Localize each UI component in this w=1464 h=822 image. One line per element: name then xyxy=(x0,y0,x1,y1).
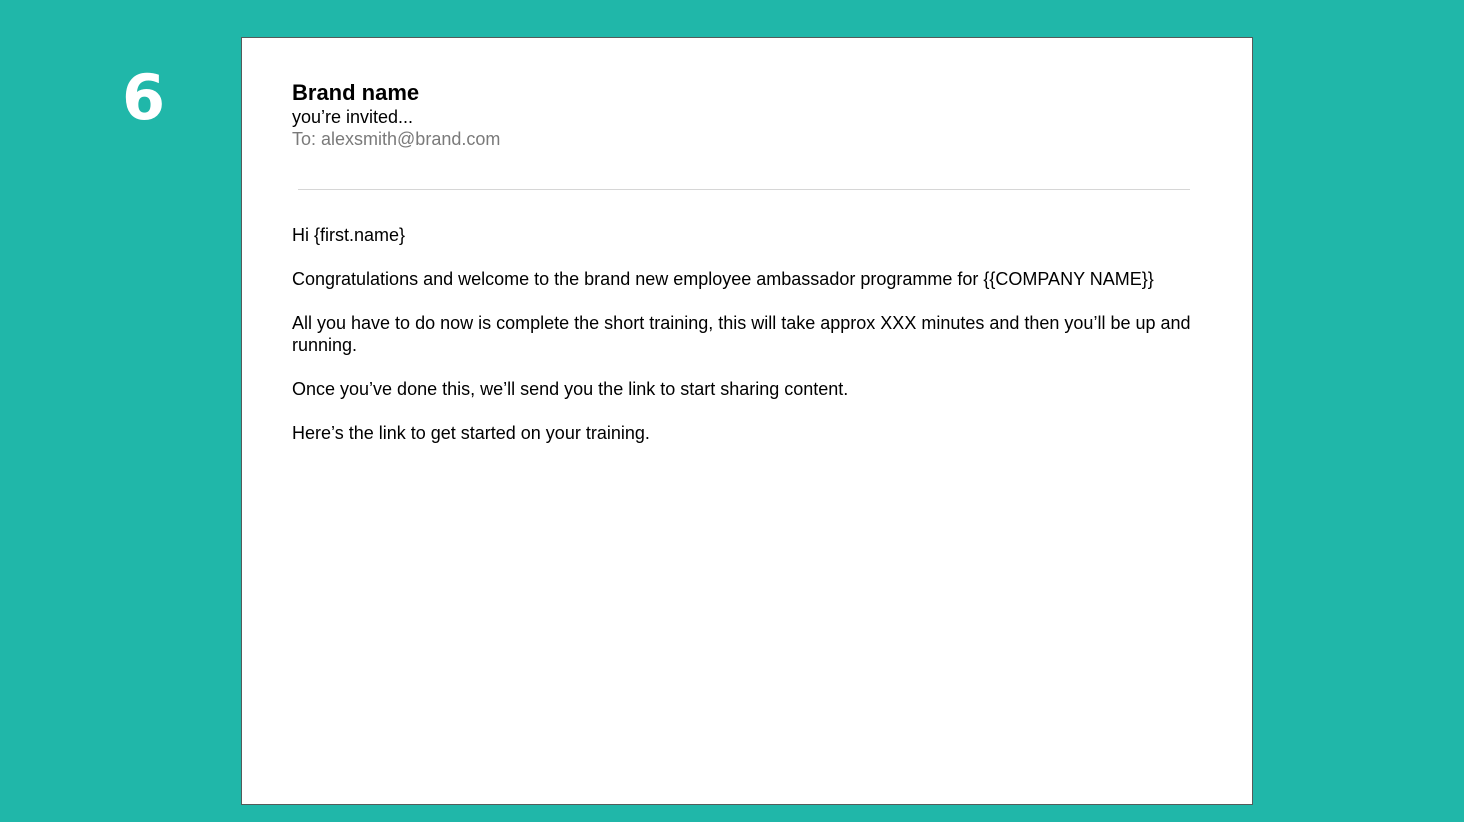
email-paragraph-link: Here’s the link to get started on your training. xyxy=(292,423,650,443)
email-subject: you’re invited... xyxy=(292,107,414,127)
header-divider xyxy=(298,189,1190,190)
email-recipient: To: alexsmith@brand.com xyxy=(292,129,501,149)
email-body xyxy=(292,224,1192,466)
sender-brand-name: Brand name xyxy=(292,80,420,105)
step-number: 6 xyxy=(122,61,166,134)
email-paragraph-welcome: Congratulations and welcome to the brand new employee ambassador programme for {{COMPANY NAME}} xyxy=(292,269,1154,289)
email-paragraph-training: All you have to do now is complete the short training, this will take approx XXX minutes and then you’ll be up and running. xyxy=(292,313,1191,355)
email-paragraph-next-steps: Once you’ve done this, we’ll send you the link to start sharing content. xyxy=(292,379,849,399)
email-preview-card xyxy=(241,37,1253,805)
email-header xyxy=(292,80,500,150)
email-greeting: Hi {first.name} xyxy=(292,225,406,245)
